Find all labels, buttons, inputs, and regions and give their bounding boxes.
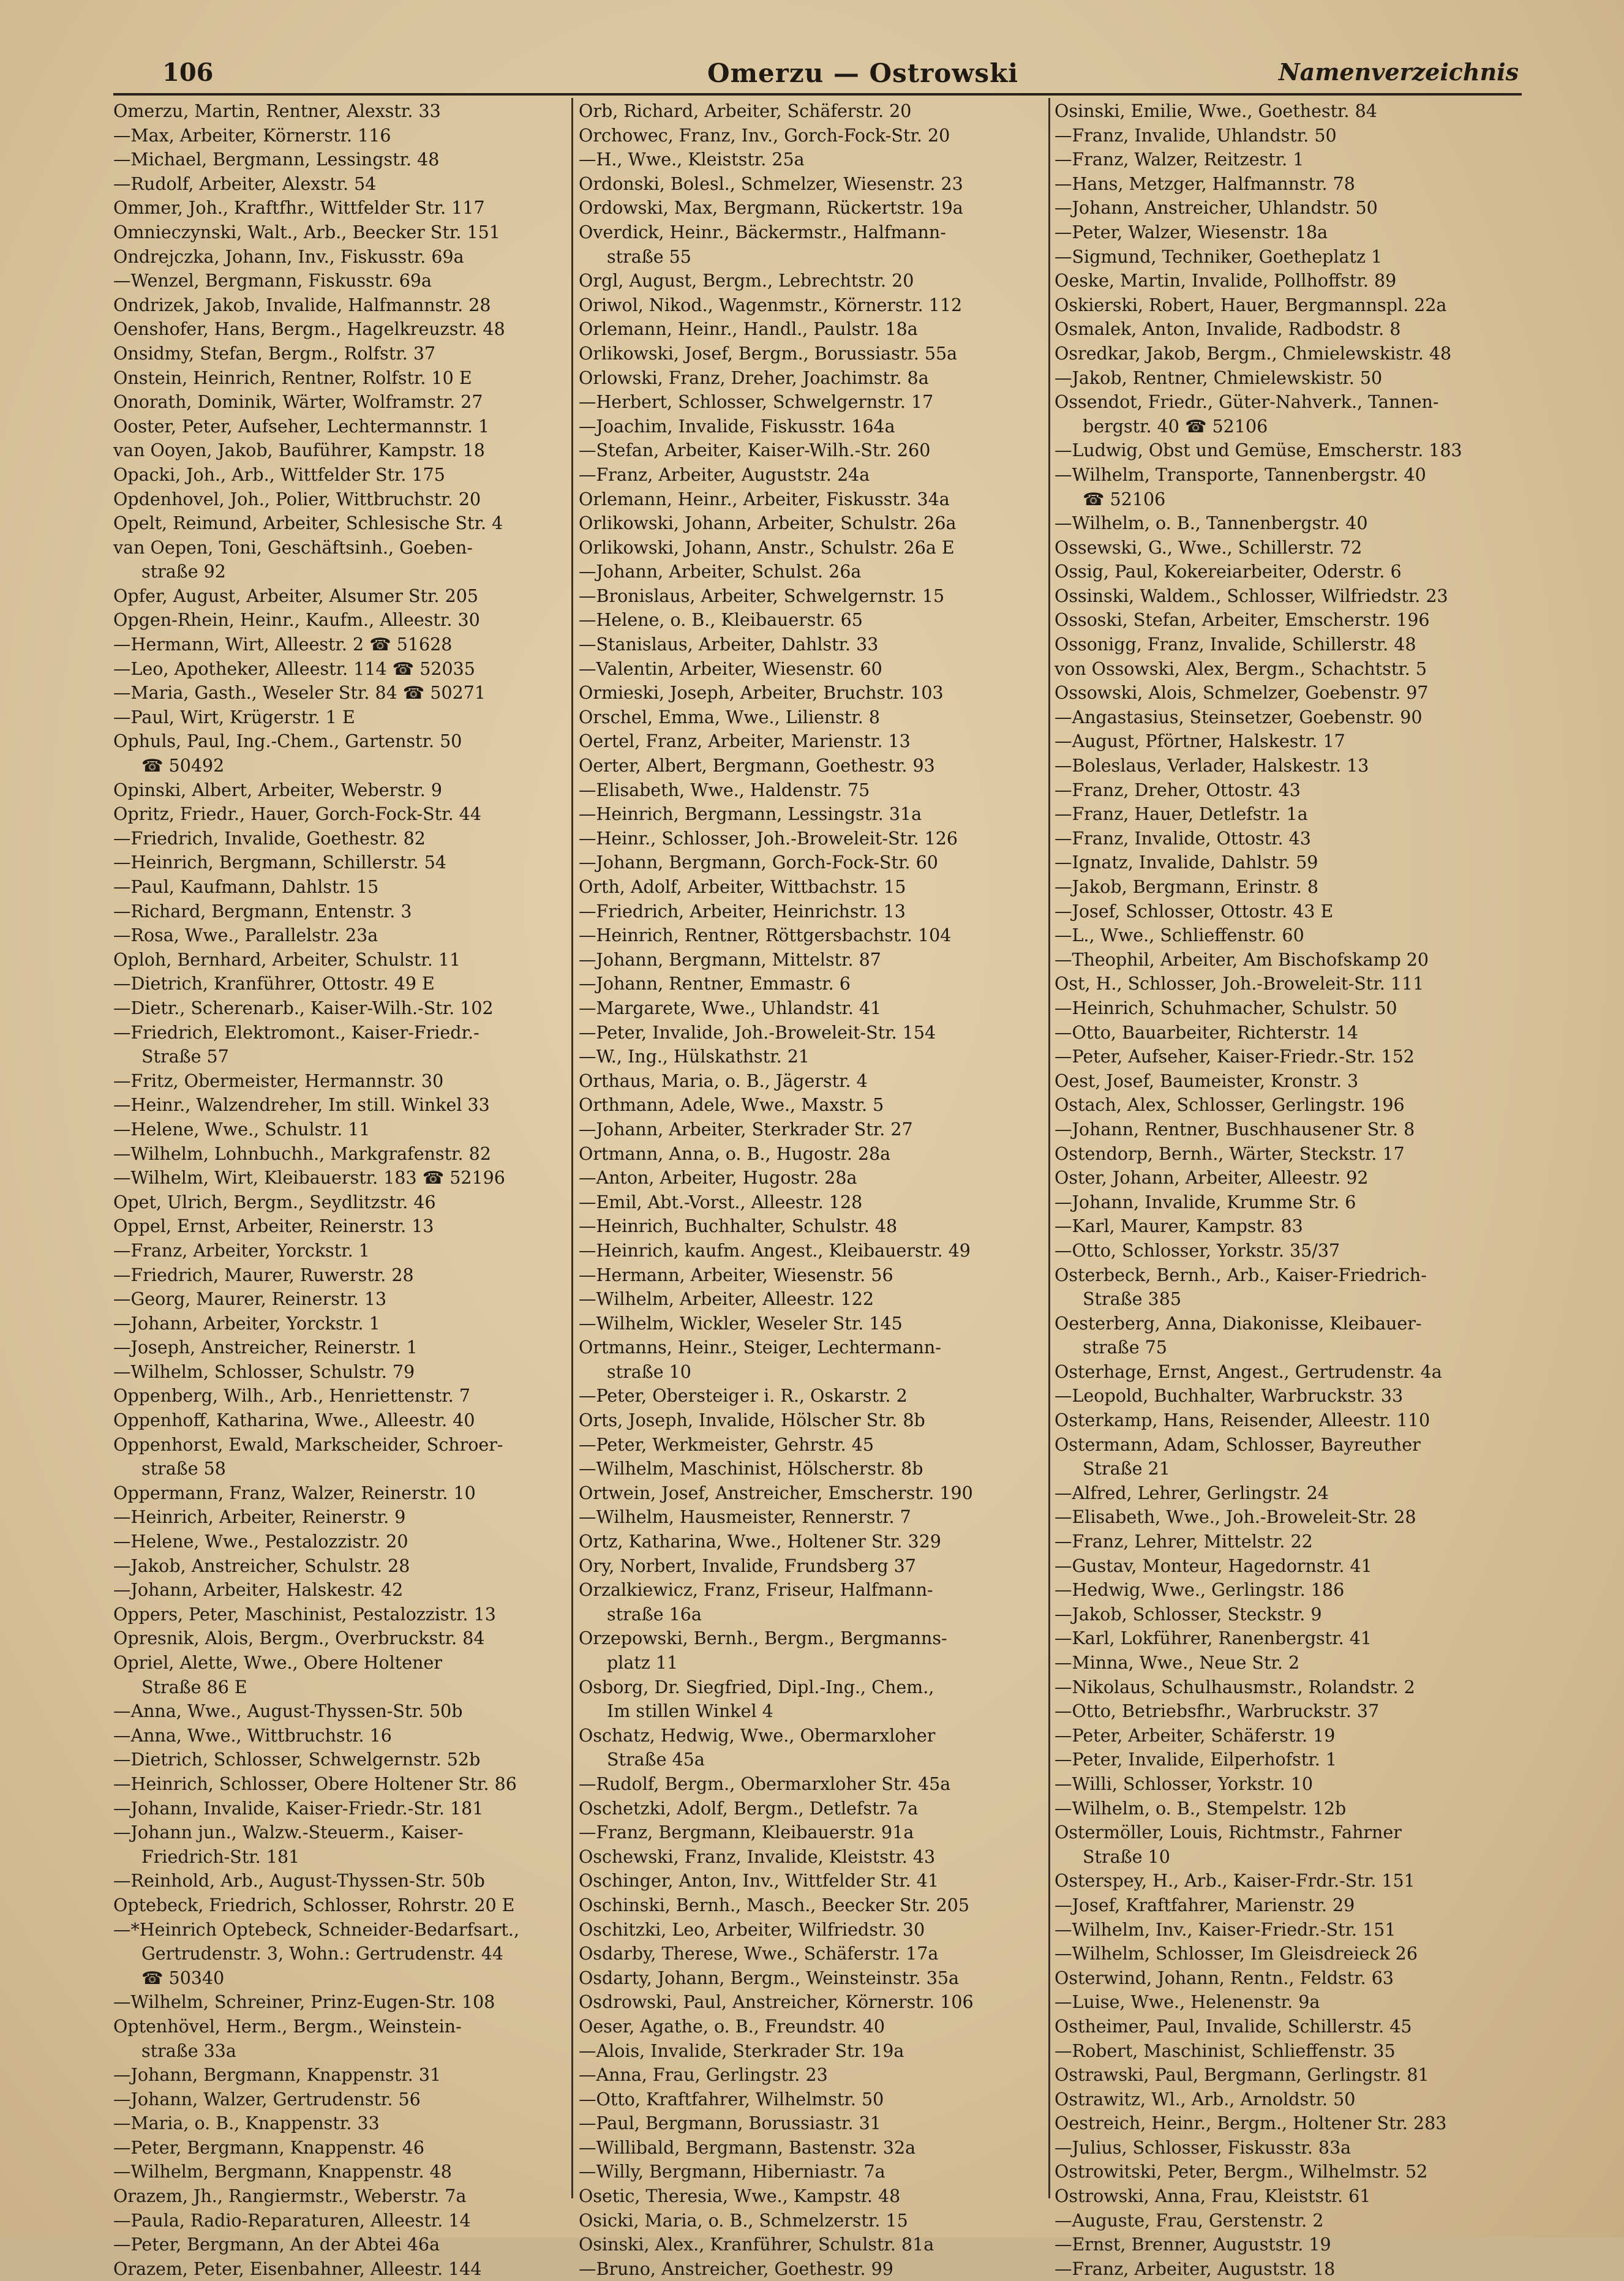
directory-entry: —Johann, Bergmann, Mittelstr. 87 <box>579 949 881 970</box>
directory-entry: Ortmanns, Heinr., Steiger, Lechtermann- <box>579 1337 941 1358</box>
directory-entry: —Georg, Maurer, Reinerstr. 13 <box>113 1289 387 1310</box>
directory-entry: —Stanislaus, Arbeiter, Dahlstr. 33 <box>579 634 879 655</box>
entry-continuation: Straße 45a <box>607 1749 705 1770</box>
directory-entry: —Johann, Invalide, Krumme Str. 6 <box>1054 1192 1356 1212</box>
directory-entry: —Friedrich, Maurer, Ruwerstr. 28 <box>113 1265 414 1285</box>
directory-entry: —Bronislaus, Arbeiter, Schwelgernstr. 15 <box>579 585 945 606</box>
directory-entry: —Franz, Invalide, Uhlandstr. 50 <box>1054 125 1337 146</box>
directory-entry: Oppermann, Franz, Walzer, Reinerstr. 10 <box>113 1482 476 1503</box>
directory-entry: Osdarty, Johann, Bergm., Weinsteinstr. 35a <box>579 1967 960 1988</box>
directory-entry: Oest, Josef, Baumeister, Kronstr. 3 <box>1054 1070 1359 1091</box>
directory-entry: Optenhövel, Herm., Bergm., Weinstein- <box>113 2016 462 2037</box>
directory-entry: Orlemann, Heinr., Handl., Paulstr. 18a <box>579 319 918 340</box>
directory-entry: van Oepen, Toni, Geschäftsinh., Goeben- <box>113 537 473 558</box>
directory-entry: —Wilhelm, Bergmann, Knappenstr. 48 <box>113 2162 452 2182</box>
directory-entry: Orschel, Emma, Wwe., Lilienstr. 8 <box>579 707 881 727</box>
entry-continuation: ☎ 50340 <box>141 1967 225 1988</box>
directory-entry: Oertel, Franz, Arbeiter, Marienstr. 13 <box>579 731 911 752</box>
directory-entry: Oppel, Ernst, Arbeiter, Reinerstr. 13 <box>113 1216 434 1237</box>
directory-entry: —Ignatz, Invalide, Dahlstr. 59 <box>1054 852 1318 873</box>
directory-entry: —Jakob, Rentner, Chmielewskistr. 50 <box>1054 367 1383 388</box>
header-rule <box>113 93 1522 96</box>
directory-entry: —Johann, Walzer, Gertrudenstr. 56 <box>113 2089 421 2110</box>
directory-entry: —Herbert, Schlosser, Schwelgernstr. 17 <box>579 392 934 413</box>
directory-entry: —Peter, Bergmann, An der Abtei 46a <box>113 2234 440 2255</box>
directory-entry: Orlikowski, Johann, Arbeiter, Schulstr. 26a <box>579 513 957 534</box>
directory-entry: —Dietr., Scherenarb., Kaiser-Wilh.-Str. 102 <box>113 998 494 1018</box>
directory-entry: —Johann, Arbeiter, Schulst. 26a <box>579 562 862 582</box>
directory-entry: —Margarete, Wwe., Uhlandstr. 41 <box>579 998 882 1018</box>
directory-entry: Ossewski, G., Wwe., Schillerstr. 72 <box>1054 537 1363 558</box>
directory-entry: Opelt, Reimund, Arbeiter, Schlesische Str. 4 <box>113 513 503 534</box>
directory-entry: —Jakob, Bergmann, Erinstr. 8 <box>1054 877 1318 897</box>
directory-entry: —Alfred, Lehrer, Gerlingstr. 24 <box>1054 1482 1329 1503</box>
directory-entry: —Robert, Maschinist, Schlieffenstr. 35 <box>1054 2040 1396 2061</box>
directory-entry: Oschewski, Franz, Invalide, Kleiststr. 43 <box>579 1846 936 1867</box>
directory-entry: Orb, Richard, Arbeiter, Schäferstr. 20 <box>579 101 912 121</box>
directory-entry: —Elisabeth, Wwe., Haldenstr. 75 <box>579 780 870 800</box>
directory-entry: —Johann, Anstreicher, Uhlandstr. 50 <box>1054 198 1378 219</box>
directory-entry: —Helene, Wwe., Schulstr. 11 <box>113 1119 370 1140</box>
directory-entry: Osinski, Emilie, Wwe., Goethestr. 84 <box>1054 101 1377 121</box>
directory-entry: Ostrowitski, Peter, Bergm., Wilhelmstr. 52 <box>1054 2162 1428 2182</box>
directory-entry: Opriel, Alette, Wwe., Obere Holtener <box>113 1653 442 1673</box>
directory-entry: Ostermöller, Louis, Richtmstr., Fahrner <box>1054 1822 1402 1843</box>
directory-entry: Orzepowski, Bernh., Bergm., Bergmanns- <box>579 1628 947 1649</box>
directory-entry: Oppenhorst, Ewald, Markscheider, Schroer- <box>113 1434 503 1455</box>
directory-entry: —Otto, Betriebsfhr., Warbruckstr. 37 <box>1054 1701 1380 1722</box>
entry-continuation: straße 92 <box>141 562 226 582</box>
directory-entry: —Wilhelm, Transporte, Tannenbergstr. 40 <box>1054 464 1426 485</box>
directory-entry: —Maria, o. B., Knappenstr. 33 <box>113 2113 380 2134</box>
directory-entry: —Otto, Bauarbeiter, Richterstr. 14 <box>1054 1022 1358 1043</box>
directory-entry: —Friedrich, Invalide, Goethestr. 82 <box>113 828 426 849</box>
directory-entry: Opinski, Albert, Arbeiter, Weberstr. 9 <box>113 780 442 800</box>
directory-entry: —Peter, Arbeiter, Schäferstr. 19 <box>1054 1725 1336 1746</box>
entry-continuation: straße 75 <box>1083 1337 1167 1358</box>
directory-entry: —Valentin, Arbeiter, Wiesenstr. 60 <box>579 658 882 679</box>
directory-entry: —Wilhelm, Wickler, Weseler Str. 145 <box>579 1313 903 1334</box>
directory-entry: —Friedrich, Elektromont., Kaiser-Friedr.- <box>113 1022 479 1043</box>
section-title: Namenverzeichnis <box>1278 58 1519 86</box>
entry-continuation: Straße 86 E <box>141 1677 247 1697</box>
directory-entry: Opacki, Joh., Arb., Wittfelder Str. 175 <box>113 464 445 485</box>
directory-entry: Orchowec, Franz, Inv., Gorch-Fock-Str. 20 <box>579 125 950 146</box>
directory-entry: —Helene, o. B., Kleibauerstr. 65 <box>579 610 863 631</box>
directory-entry: —*Heinrich Optebeck, Schneider-Bedarfsart., <box>113 1919 520 1940</box>
directory-entry: —Heinr., Walzendreher, Im still. Winkel 33 <box>113 1095 490 1116</box>
directory-entry: —H., Wwe., Kleiststr. 25a <box>579 149 805 170</box>
directory-entry: Opresnik, Alois, Bergm., Overbruckstr. 84 <box>113 1628 485 1649</box>
entry-continuation: straße 58 <box>141 1459 226 1479</box>
directory-entry: Oschatz, Hedwig, Wwe., Obermarxloher <box>579 1725 936 1746</box>
directory-entry: —Julius, Schlosser, Fiskusstr. 83a <box>1054 2137 1351 2158</box>
directory-entry: —Johann, Rentner, Emmastr. 6 <box>579 974 851 994</box>
directory-entry: —Johann, Bergmann, Gorch-Fock-Str. 60 <box>579 852 938 873</box>
directory-column-1 <box>113 99 566 2279</box>
directory-entry: —Franz, Walzer, Reitzestr. 1 <box>1054 149 1304 170</box>
directory-entry: Orlowski, Franz, Dreher, Joachimstr. 8a <box>579 367 929 388</box>
entry-continuation: Im stillen Winkel 4 <box>607 1701 773 1722</box>
directory-entry: Oschinski, Bernh., Masch., Beecker Str. 205 <box>579 1895 969 1915</box>
directory-entry: —Heinrich, kaufm. Angest., Kleibauerstr. 49 <box>579 1240 971 1261</box>
directory-entry: —Reinhold, Arb., August-Thyssen-Str. 50b <box>113 1871 485 1892</box>
directory-entry: Ostach, Alex, Schlosser, Gerlingstr. 196 <box>1054 1095 1405 1116</box>
directory-entry: —Richard, Bergmann, Entenstr. 3 <box>113 901 412 922</box>
directory-entry: —Peter, Walzer, Wiesenstr. 18a <box>1054 222 1328 242</box>
directory-entry: —Elisabeth, Wwe., Joh.-Broweleit-Str. 28 <box>1054 1507 1416 1528</box>
entry-continuation: Friedrich-Str. 181 <box>141 1846 300 1867</box>
directory-entry: Opdenhovel, Joh., Polier, Wittbruchstr. 20 <box>113 489 481 509</box>
directory-entry: Osterkamp, Hans, Reisender, Alleestr. 110 <box>1054 1410 1430 1431</box>
directory-entry: Ondrejczka, Johann, Inv., Fiskusstr. 69a <box>113 246 464 267</box>
directory-entry: —Franz, Hauer, Detlefstr. 1a <box>1054 804 1308 825</box>
directory-entry: Orazem, Jh., Rangiermstr., Weberstr. 7a <box>113 2186 467 2207</box>
directory-entry: —Wilhelm, Maschinist, Hölscherstr. 8b <box>579 1459 923 1479</box>
directory-entry: —Anna, Wwe., August-Thyssen-Str. 50b <box>113 1701 463 1722</box>
directory-entry: Osinski, Alex., Kranführer, Schulstr. 81a <box>579 2234 934 2255</box>
directory-entry: Ost, H., Schlosser, Joh.-Broweleit-Str. 111 <box>1054 974 1424 994</box>
directory-entry: —Minna, Wwe., Neue Str. 2 <box>1054 1653 1300 1673</box>
directory-entry: —Karl, Maurer, Kampstr. 83 <box>1054 1216 1303 1237</box>
directory-entry: Ostrawski, Paul, Bergmann, Gerlingstr. 81 <box>1054 2065 1429 2086</box>
directory-entry: —Paula, Radio-Reparaturen, Alleestr. 14 <box>113 2210 471 2231</box>
directory-entry: —Wilhelm, o. B., Stempelstr. 12b <box>1054 1798 1347 1819</box>
directory-entry: —Peter, Invalide, Joh.-Broweleit-Str. 154 <box>579 1022 936 1043</box>
directory-entry: —Johann, Rentner, Buschhausener Str. 8 <box>1054 1119 1415 1140</box>
directory-entry: Ortwein, Josef, Anstreicher, Emscherstr. 190 <box>579 1482 973 1503</box>
directory-entry: —Heinr., Schlosser, Joh.-Broweleit-Str. 126 <box>579 828 958 849</box>
directory-entry: Osetic, Theresia, Wwe., Kampstr. 48 <box>579 2186 901 2207</box>
directory-entry: Orthmann, Adele, Wwe., Maxstr. 5 <box>579 1095 884 1116</box>
directory-entry: Orlemann, Heinr., Arbeiter, Fiskusstr. 34a <box>579 489 950 509</box>
directory-entry: —Josef, Schlosser, Ottostr. 43 E <box>1054 901 1334 922</box>
directory-entry: Ostermann, Adam, Schlosser, Bayreuther <box>1054 1434 1421 1455</box>
directory-entry: Ossonigg, Franz, Invalide, Schillerstr. 48 <box>1054 634 1416 655</box>
directory-entry: Osterspey, H., Arb., Kaiser-Frdr.-Str. 151 <box>1054 1871 1415 1892</box>
directory-entry: —Heinrich, Bergmann, Lessingstr. 31a <box>579 804 922 825</box>
directory-entry: Orthaus, Maria, o. B., Jägerstr. 4 <box>579 1070 868 1091</box>
directory-entry: —Rudolf, Bergm., Obermarxloher Str. 45a <box>579 1773 951 1794</box>
directory-entry: —Ludwig, Obst und Gemüse, Emscherstr. 183 <box>1054 440 1462 461</box>
entry-continuation: Straße 57 <box>141 1047 229 1067</box>
directory-entry: —Leopold, Buchhalter, Warbruckstr. 33 <box>1054 1386 1404 1407</box>
page-header <box>162 58 1519 95</box>
directory-entry: —Heinrich, Bergmann, Schillerstr. 54 <box>113 852 447 873</box>
directory-entry: Osdarby, Therese, Wwe., Schäferstr. 17a <box>579 1944 939 1964</box>
directory-entry: Osterhage, Ernst, Angest., Gertrudenstr. 4a <box>1054 1361 1442 1382</box>
directory-entry: —August, Pförtner, Halskestr. 17 <box>1054 731 1345 752</box>
directory-entry: —Dietrich, Kranführer, Ottostr. 49 E <box>113 974 435 994</box>
directory-entry: —Franz, Arbeiter, Auguststr. 24a <box>579 464 870 485</box>
directory-entry: Opritz, Friedr., Hauer, Gorch-Fock-Str. 44 <box>113 804 481 825</box>
directory-entry: Onstein, Heinrich, Rentner, Rolfstr. 10 E <box>113 367 472 388</box>
directory-entry: Oriwol, Nikod., Wagenmstr., Körnerstr. 112 <box>579 295 963 315</box>
directory-entry: Orazem, Peter, Eisenbahner, Alleestr. 144 <box>113 2258 482 2279</box>
directory-entry: —Jakob, Anstreicher, Schulstr. 28 <box>113 1555 410 1576</box>
directory-entry: Ortmann, Anna, o. B., Hugostr. 28a <box>579 1143 891 1164</box>
directory-entry: Ondrizek, Jakob, Invalide, Halfmannstr. 28 <box>113 295 491 315</box>
directory-entry: Oschinger, Anton, Inv., Wittfelder Str. 41 <box>579 1871 939 1892</box>
directory-entry: —Max, Arbeiter, Körnerstr. 116 <box>113 125 391 146</box>
directory-entry: Optebeck, Friedrich, Schlosser, Rohrstr. 20 E <box>113 1895 515 1915</box>
entry-continuation: Straße 10 <box>1083 1846 1170 1867</box>
directory-entry: Ommer, Joh., Kraftfhr., Wittfelder Str. 117 <box>113 198 485 219</box>
directory-entry: —Wilhelm, Wirt, Kleibauerstr. 183 ☎ 52196 <box>113 1168 505 1189</box>
directory-entry: Osterbeck, Bernh., Arb., Kaiser-Friedrich- <box>1054 1265 1427 1285</box>
directory-entry: Ostrawitz, Wl., Arb., Arnoldstr. 50 <box>1054 2089 1356 2110</box>
directory-entry: —Ernst, Brenner, Auguststr. 19 <box>1054 2234 1331 2255</box>
directory-entry: —Franz, Invalide, Ottostr. 43 <box>1054 828 1311 849</box>
directory-entry: Opfer, August, Arbeiter, Alsumer Str. 205 <box>113 585 478 606</box>
directory-entry: —Johann, Bergmann, Knappenstr. 31 <box>113 2065 442 2086</box>
directory-entry: —Otto, Schlosser, Yorkstr. 35/37 <box>1054 1240 1340 1261</box>
directory-entry: Ostendorp, Bernh., Wärter, Steckstr. 17 <box>1054 1143 1405 1164</box>
directory-entry: —Dietrich, Schlosser, Schwelgernstr. 52b <box>113 1749 481 1770</box>
directory-entry: Oerter, Albert, Bergmann, Goethestr. 93 <box>579 756 935 776</box>
directory-entry: —Theophil, Arbeiter, Am Bischofskamp 20 <box>1054 949 1429 970</box>
entry-continuation: straße 33a <box>141 2040 236 2061</box>
directory-entry: Oskierski, Robert, Hauer, Bergmannspl. 22a <box>1054 295 1447 315</box>
directory-entry: —Peter, Obersteiger i. R., Oskarstr. 2 <box>579 1386 908 1407</box>
directory-entry: —Anton, Arbeiter, Hugostr. 28a <box>579 1168 857 1189</box>
directory-entry: —Auguste, Frau, Gerstenstr. 2 <box>1054 2210 1324 2231</box>
directory-entry: —Peter, Werkmeister, Gehrstr. 45 <box>579 1434 874 1455</box>
directory-entry: —Boleslaus, Verlader, Halskestr. 13 <box>1054 756 1369 776</box>
directory-column-3 <box>1054 99 1522 2279</box>
directory-entry: —Paul, Kaufmann, Dahlstr. 15 <box>113 877 379 897</box>
directory-entry: —Angastasius, Steinsetzer, Goebenstr. 90 <box>1054 707 1423 727</box>
directory-entry: —Franz, Dreher, Ottostr. 43 <box>1054 780 1301 800</box>
directory-entry: Osdrowski, Paul, Anstreicher, Körnerstr. 106 <box>579 1992 974 2013</box>
directory-entry: —Wilhelm, Schreiner, Prinz-Eugen-Str. 108 <box>113 1992 495 2013</box>
directory-entry: Osredkar, Jakob, Bergm., Chmielewskistr. 48 <box>1054 343 1452 364</box>
directory-entry: —Leo, Apotheker, Alleestr. 114 ☎ 52035 <box>113 658 475 679</box>
directory-entry: Orts, Joseph, Invalide, Hölscher Str. 8b <box>579 1410 925 1431</box>
directory-entry: —Friedrich, Arbeiter, Heinrichstr. 13 <box>579 901 906 922</box>
directory-entry: —Paul, Wirt, Krügerstr. 1 E <box>113 707 355 727</box>
directory-entry: Oesterberg, Anna, Diakonisse, Kleibauer- <box>1054 1313 1422 1334</box>
directory-entry: Ortz, Katharina, Wwe., Holtener Str. 329 <box>579 1531 941 1552</box>
entry-continuation: Straße 21 <box>1083 1459 1170 1479</box>
directory-entry: Overdick, Heinr., Bäckermstr., Halfmann- <box>579 222 946 242</box>
directory-entry: —Wilhelm, o. B., Tannenbergstr. 40 <box>1054 513 1368 534</box>
directory-entry: —Joseph, Anstreicher, Reinerstr. 1 <box>113 1337 418 1358</box>
directory-entry: —Heinrich, Arbeiter, Reinerstr. 9 <box>113 1507 406 1528</box>
directory-entry: Orlikowski, Johann, Anstr., Schulstr. 26a E <box>579 537 955 558</box>
directory-entry: Ordowski, Max, Bergmann, Rückertstr. 19a <box>579 198 963 219</box>
directory-entry: —Helene, Wwe., Pestalozzistr. 20 <box>113 1531 408 1552</box>
directory-entry: Ossoski, Stefan, Arbeiter, Emscherstr. 196 <box>1054 610 1430 631</box>
directory-entry: —Heinrich, Buchhalter, Schulstr. 48 <box>579 1216 898 1237</box>
directory-entry: Osterwind, Johann, Rentn., Feldstr. 63 <box>1054 1967 1394 1988</box>
directory-entry: Ossendot, Friedr., Güter-Nahverk., Tannen- <box>1054 392 1439 413</box>
directory-entry: Ory, Norbert, Invalide, Frundsberg 37 <box>579 1555 916 1576</box>
directory-entry: Oster, Johann, Arbeiter, Alleestr. 92 <box>1054 1168 1369 1189</box>
directory-entry: Ostheimer, Paul, Invalide, Schillerstr. 45 <box>1054 2016 1412 2037</box>
entry-continuation: ☎ 52106 <box>1083 489 1166 509</box>
directory-entry: —Wenzel, Bergmann, Fiskusstr. 69a <box>113 271 432 291</box>
directory-entry: —Gustav, Monteur, Hagedornstr. 41 <box>1054 1555 1372 1576</box>
directory-entry: —Luise, Wwe., Helenenstr. 9a <box>1054 1992 1320 2013</box>
entry-continuation: ☎ 50492 <box>141 756 225 776</box>
directory-entry: —Bruno, Anstreicher, Goethestr. 99 <box>579 2258 893 2279</box>
directory-entry: —Joachim, Invalide, Fiskusstr. 164a <box>579 416 895 437</box>
directory-entry: —Wilhelm, Arbeiter, Alleestr. 122 <box>579 1289 874 1310</box>
directory-entry: Onsidmy, Stefan, Bergm., Rolfstr. 37 <box>113 343 436 364</box>
entry-continuation: bergstr. 40 ☎ 52106 <box>1083 416 1268 437</box>
directory-entry: Orzalkiewicz, Franz, Friseur, Halfmann- <box>579 1580 933 1601</box>
directory-entry: —Alois, Invalide, Sterkrader Str. 19a <box>579 2040 904 2061</box>
directory-entry: —Johann, Arbeiter, Halskestr. 42 <box>113 1580 404 1601</box>
directory-entry: —Anna, Frau, Gerlingstr. 23 <box>579 2065 828 2086</box>
column-divider <box>571 98 573 2198</box>
directory-entry: —Wilhelm, Schlosser, Schulstr. 79 <box>113 1361 415 1382</box>
directory-entry: Oenshofer, Hans, Bergm., Hagelkreuzstr. 48 <box>113 319 505 340</box>
directory-entry: Oploh, Bernhard, Arbeiter, Schulstr. 11 <box>113 949 461 970</box>
directory-entry: —Emil, Abt.-Vorst., Alleestr. 128 <box>579 1192 863 1212</box>
directory-entry: Oppers, Peter, Maschinist, Pestalozzistr. 13 <box>113 1604 496 1625</box>
directory-entry: —Stefan, Arbeiter, Kaiser-Wilh.-Str. 260 <box>579 440 931 461</box>
directory-entry: Oppenhoff, Katharina, Wwe., Alleestr. 40 <box>113 1410 475 1431</box>
entry-continuation: straße 10 <box>607 1361 691 1382</box>
directory-entry: Osborg, Dr. Siegfried, Dipl.-Ing., Chem., <box>579 1677 934 1697</box>
directory-entry: von Ossowski, Alex, Bergm., Schachtstr. 5 <box>1054 658 1427 679</box>
directory-entry: —W., Ing., Hülskathstr. 21 <box>579 1047 810 1067</box>
directory-entry: —Hedwig, Wwe., Gerlingstr. 186 <box>1054 1580 1345 1601</box>
directory-entry: —Josef, Kraftfahrer, Marienstr. 29 <box>1054 1895 1355 1915</box>
directory-entry: —Peter, Invalide, Eilperhofstr. 1 <box>1054 1749 1337 1770</box>
directory-entry: Ormieski, Joseph, Arbeiter, Bruchstr. 103 <box>579 683 944 704</box>
directory-entry: —Franz, Lehrer, Mittelstr. 22 <box>1054 1531 1313 1552</box>
directory-entry: —Hans, Metzger, Halfmannstr. 78 <box>1054 173 1355 194</box>
directory-entry: Ostrowski, Anna, Frau, Kleiststr. 61 <box>1054 2186 1371 2207</box>
directory-entry: —Heinrich, Schuhmacher, Schulstr. 50 <box>1054 998 1397 1018</box>
directory-entry: —Franz, Arbeiter, Yorckstr. 1 <box>113 1240 370 1261</box>
directory-entry: Opet, Ulrich, Bergm., Seydlitzstr. 46 <box>113 1192 436 1212</box>
directory-entry: —Nikolaus, Schulhausmstr., Rolandstr. 2 <box>1054 1677 1415 1697</box>
directory-entry: —Hermann, Wirt, Alleestr. 2 ☎ 51628 <box>113 634 453 655</box>
directory-entry: —Maria, Gasth., Weseler Str. 84 ☎ 50271 <box>113 683 486 704</box>
directory-entry: —Heinrich, Schlosser, Obere Holtener Str. 86 <box>113 1773 517 1794</box>
directory-entry: —Wilhelm, Lohnbuchh., Markgrafenstr. 82 <box>113 1143 491 1164</box>
directory-entry: Omnieczynski, Walt., Arb., Beecker Str. 151 <box>113 222 500 242</box>
directory-entry: Orlikowski, Josef, Bergm., Borussiastr. 55a <box>579 343 958 364</box>
directory-entry: Ossowski, Alois, Schmelzer, Goebenstr. 97 <box>1054 683 1429 704</box>
directory-entry: Ossinski, Waldem., Schlosser, Wilfriedstr. 23 <box>1054 585 1448 606</box>
directory-entry: Onorath, Dominik, Wärter, Wolframstr. 27 <box>113 392 483 413</box>
running-title: Omerzu — Ostrowski <box>707 58 1019 88</box>
entry-continuation: Gertrudenstr. 3, Wohn.: Gertrudenstr. 44 <box>141 1944 504 1964</box>
directory-entry: —Peter, Bergmann, Knappenstr. 46 <box>113 2137 425 2158</box>
directory-entry: Orgl, August, Bergm., Lebrechtstr. 20 <box>579 271 914 291</box>
directory-entry: —Sigmund, Techniker, Goetheplatz 1 <box>1054 246 1383 267</box>
directory-entry: —Hermann, Arbeiter, Wiesenstr. 56 <box>579 1265 893 1285</box>
entry-continuation: straße 55 <box>607 246 691 267</box>
directory-entry: Osicki, Maria, o. B., Schmelzerstr. 15 <box>579 2210 908 2231</box>
directory-entry: Oschetzki, Adolf, Bergm., Detlefstr. 7a <box>579 1798 919 1819</box>
directory-entry: Opgen-Rhein, Heinr., Kaufm., Alleestr. 30 <box>113 610 480 631</box>
entry-continuation: Straße 385 <box>1083 1289 1181 1310</box>
directory-entry: —Karl, Lokführer, Ranenbergstr. 41 <box>1054 1628 1372 1649</box>
directory-entry: Ossig, Paul, Kokereiarbeiter, Oderstr. 6 <box>1054 562 1402 582</box>
directory-entry: —Johann, Invalide, Kaiser-Friedr.-Str. 181 <box>113 1798 484 1819</box>
directory-entry: Orth, Adolf, Arbeiter, Wittbachstr. 15 <box>579 877 906 897</box>
directory-entry: Ophuls, Paul, Ing.-Chem., Gartenstr. 50 <box>113 731 462 752</box>
entry-continuation: straße 16a <box>607 1604 702 1625</box>
directory-entry: Oschitzki, Leo, Arbeiter, Wilfriedstr. 30 <box>579 1919 925 1940</box>
directory-entry: Oppenberg, Wilh., Arb., Henriettenstr. 7 <box>113 1386 470 1407</box>
directory-entry: —Wilhelm, Hausmeister, Rennerstr. 7 <box>579 1507 911 1528</box>
directory-entry: Oeser, Agathe, o. B., Freundstr. 40 <box>579 2016 885 2037</box>
directory-entry: —Anna, Wwe., Wittbruchstr. 16 <box>113 1725 392 1746</box>
directory-entry: Omerzu, Martin, Rentner, Alexstr. 33 <box>113 101 441 121</box>
directory-entry: —Rosa, Wwe., Parallelstr. 23a <box>113 925 378 946</box>
entry-continuation: platz 11 <box>607 1653 679 1673</box>
directory-entry: Oeske, Martin, Invalide, Pollhoffstr. 89 <box>1054 271 1397 291</box>
directory-entry: —Paul, Bergmann, Borussiastr. 31 <box>579 2113 881 2134</box>
directory-entry: —Peter, Aufseher, Kaiser-Friedr.-Str. 152 <box>1054 1047 1415 1067</box>
directory-entry: —Willibald, Bergmann, Bastenstr. 32a <box>579 2137 916 2158</box>
column-divider <box>1048 98 1050 2198</box>
directory-entry: Oestreich, Heinr., Bergm., Holtener Str. 283 <box>1054 2113 1447 2134</box>
directory-entry: —Johann, Arbeiter, Sterkrader Str. 27 <box>579 1119 913 1140</box>
directory-entry: Ordonski, Bolesl., Schmelzer, Wiesenstr. 23 <box>579 173 963 194</box>
directory-entry: —Franz, Bergmann, Kleibauerstr. 91a <box>579 1822 914 1843</box>
directory-entry: —Jakob, Schlosser, Steckstr. 9 <box>1054 1604 1322 1625</box>
directory-entry: —Otto, Kraftfahrer, Wilhelmstr. 50 <box>579 2089 884 2110</box>
directory-column-2 <box>579 99 1047 2279</box>
directory-entry: —Franz, Arbeiter, Auguststr. 18 <box>1054 2258 1336 2279</box>
directory-entry: —Johann, Arbeiter, Yorckstr. 1 <box>113 1313 380 1334</box>
directory-entry: —Wilhelm, Schlosser, Im Gleisdreieck 26 <box>1054 1944 1418 1964</box>
directory-entry: —Fritz, Obermeister, Hermannstr. 30 <box>113 1070 444 1091</box>
directory-entry: —Johann jun., Walzw.-Steuerm., Kaiser- <box>113 1822 464 1843</box>
directory-entry: Ooster, Peter, Aufseher, Lechtermannstr. 1 <box>113 416 490 437</box>
directory-entry: —L., Wwe., Schlieffenstr. 60 <box>1054 925 1304 946</box>
directory-entry: —Rudolf, Arbeiter, Alexstr. 54 <box>113 173 377 194</box>
directory-entry: —Heinrich, Rentner, Röttgersbachstr. 104 <box>579 925 952 946</box>
page-number: 106 <box>162 58 214 87</box>
directory-entry: —Willy, Bergmann, Hiberniastr. 7a <box>579 2162 885 2182</box>
directory-entry: —Michael, Bergmann, Lessingstr. 48 <box>113 149 440 170</box>
directory-entry: —Willi, Schlosser, Yorkstr. 10 <box>1054 1773 1314 1794</box>
directory-entry: van Ooyen, Jakob, Bauführer, Kampstr. 18 <box>113 440 485 461</box>
directory-entry: —Wilhelm, Inv., Kaiser-Friedr.-Str. 151 <box>1054 1919 1396 1940</box>
directory-entry: Osmalek, Anton, Invalide, Radbodstr. 8 <box>1054 319 1401 340</box>
